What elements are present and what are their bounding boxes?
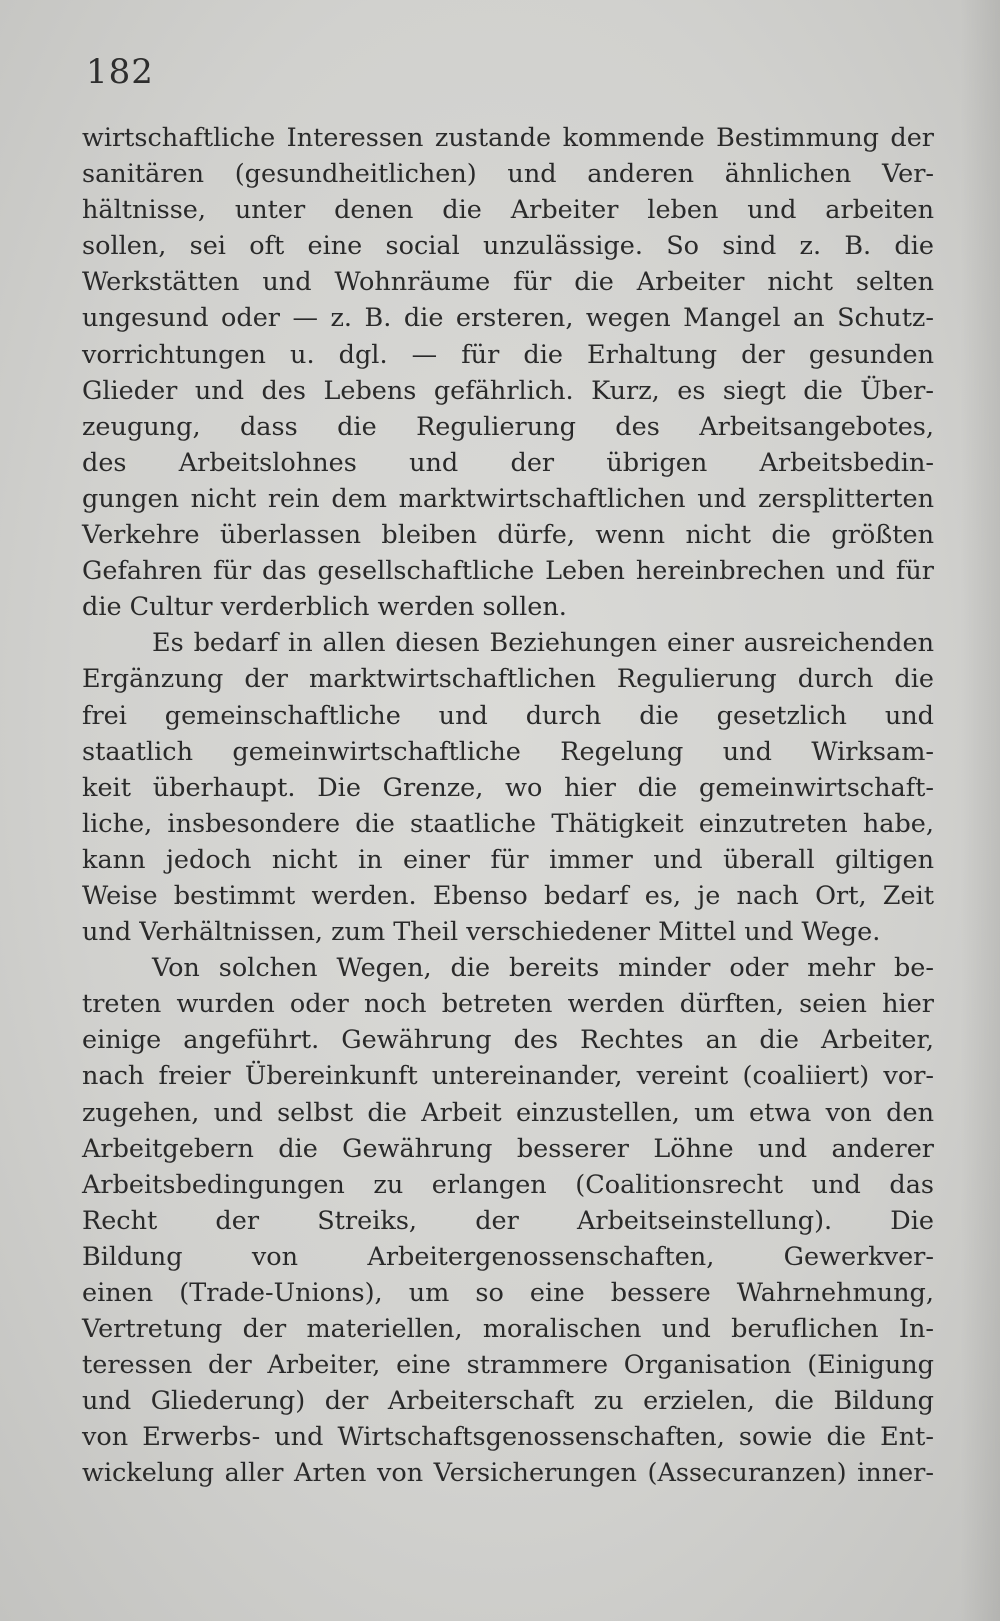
text-line: Ergänzung der marktwirtschaftlichen Regulierung durch die	[82, 664, 934, 695]
text-line: staatlich gemeinwirtschaftliche Regelung und Wirksam-	[82, 736, 934, 767]
text-line: einige angeführt. Gewährung des Rechtes an die Arbeiter,	[82, 1025, 934, 1056]
text-line: ungesund oder — z. B. die ersteren, wegen Mangel an Schutz-	[82, 303, 934, 334]
text-line: wickelung aller Arten von Versicherungen (Assecuranzen) inner-	[82, 1458, 934, 1489]
text-line: Verkehre überlassen bleiben dürfe, wenn nicht die größten	[82, 520, 934, 551]
text-line: und Verhältnissen, zum Theil verschiedener Mittel und Wege.	[82, 917, 881, 948]
body-text	[82, 120, 934, 1492]
text-line: frei gemeinschaftliche und durch die gesetzlich und	[82, 700, 934, 731]
text-line: treten wurden oder noch betreten werden dürften, seien hier	[82, 989, 934, 1020]
text-line: Arbeitgebern die Gewährung besserer Löhne und anderer	[82, 1133, 934, 1164]
text-line: Glieder und des Lebens gefährlich. Kurz, es siegt die Über-	[82, 375, 934, 406]
text-line: nach freier Übereinkunft untereinander, vereint (coaliiert) vor-	[82, 1061, 934, 1092]
text-line: Bildung von Arbeitergenossenschaften, Gewerkver-	[82, 1241, 934, 1272]
text-line: sanitären (gesundheitlichen) und anderen ähnlichen Ver-	[82, 159, 934, 190]
page-edge-shadow	[960, 0, 1000, 1621]
text-line: keit überhaupt. Die Grenze, wo hier die gemeinwirtschaft-	[82, 772, 934, 803]
text-line: Von solchen Wegen, die bereits minder oder mehr be-	[152, 953, 934, 984]
text-line: kann jedoch nicht in einer für immer und überall giltigen	[82, 844, 934, 875]
text-line: hältnisse, unter denen die Arbeiter leben und arbeiten	[82, 195, 934, 226]
text-line: Weise bestimmt werden. Ebenso bedarf es, je nach Ort, Zeit	[82, 880, 934, 911]
text-line: wirtschaftliche Interessen zustande kommende Bestimmung der	[82, 123, 934, 153]
text-line: und Gliederung) der Arbeiterschaft zu erzielen, die Bildung	[82, 1386, 934, 1417]
page-number: 182	[86, 52, 154, 92]
text-line: Recht der Streiks, der Arbeitseinstellung). Die	[82, 1205, 934, 1236]
text-line: Arbeitsbedingungen zu erlangen (Coalitionsrecht und das	[82, 1169, 934, 1200]
text-line: sollen, sei oft eine social unzulässige. So sind z. B. die	[82, 231, 934, 262]
text-line: zeugung, dass die Regulierung des Arbeitsangebotes,	[82, 411, 934, 442]
text-line: einen (Trade-Unions), um so eine bessere Wahrnehmung,	[82, 1278, 934, 1308]
text-line: Vertretung der materiellen, moralischen und beruflichen In-	[82, 1314, 934, 1345]
text-line: vorrichtungen u. dgl. — für die Erhaltung der gesunden	[82, 339, 934, 370]
text-line: die Cultur verderblich werden sollen.	[82, 592, 567, 623]
text-line: liche, insbesondere die staatliche Thätigkeit einzutreten habe,	[82, 808, 934, 839]
text-line: von Erwerbs- und Wirtschaftsgenossenschaften, sowie die Ent-	[82, 1422, 934, 1453]
text-line: Gefahren für das gesellschaftliche Leben hereinbrechen und für	[82, 556, 934, 587]
text-line: Es bedarf in allen diesen Beziehungen einer ausreichenden	[152, 628, 934, 659]
text-line: des Arbeitslohnes und der übrigen Arbeitsbedin-	[82, 447, 934, 478]
text-line: gungen nicht rein dem marktwirtschaftlichen und zersplitterten	[82, 483, 934, 514]
text-line: Werkstätten und Wohnräume für die Arbeiter nicht selten	[82, 267, 934, 298]
text-line: teressen der Arbeiter, eine strammere Organisation (Einigung	[82, 1350, 934, 1381]
text-line: zugehen, und selbst die Arbeit einzustellen, um etwa von den	[82, 1097, 934, 1128]
